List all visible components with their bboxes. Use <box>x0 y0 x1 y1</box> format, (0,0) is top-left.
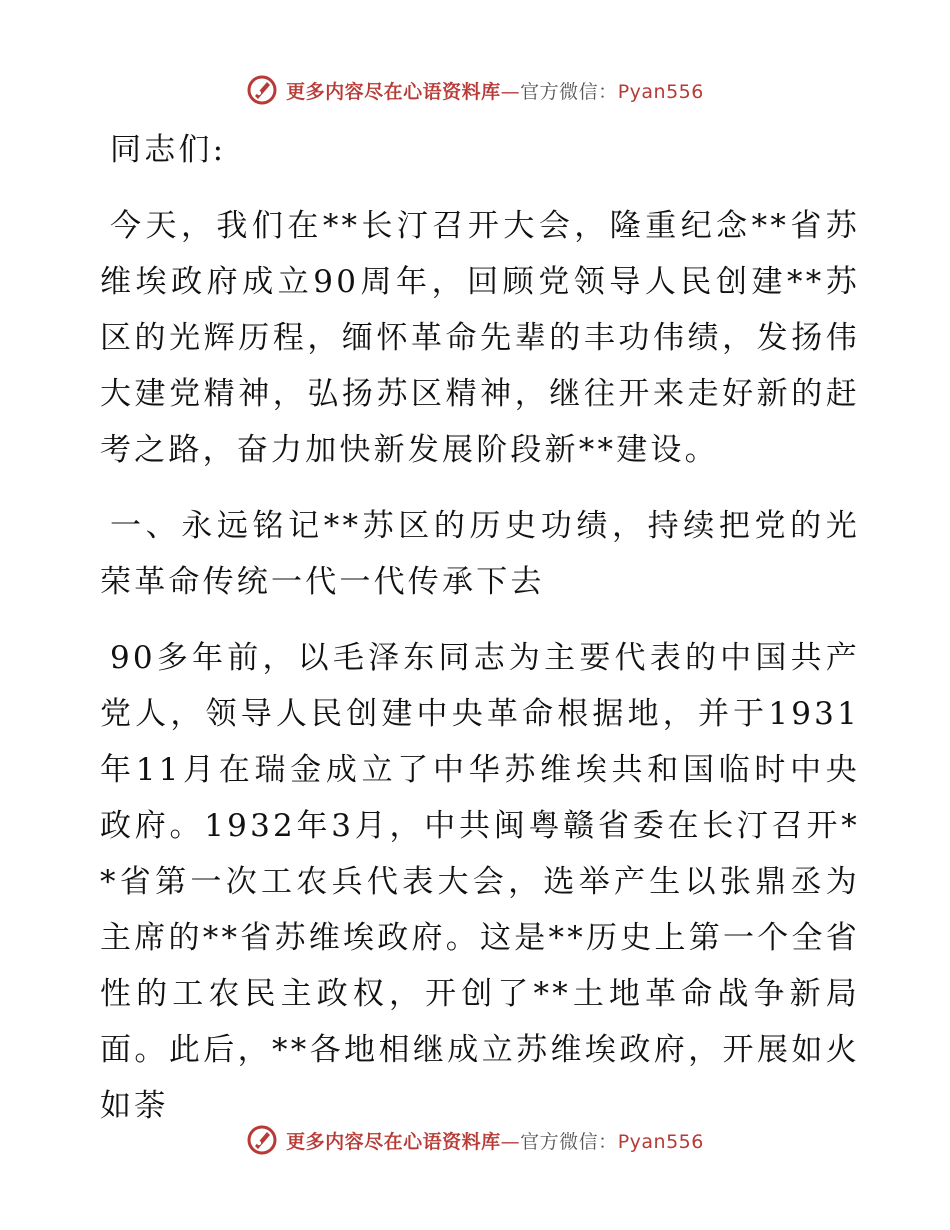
pen-logo-icon <box>246 74 278 106</box>
watermark-contact-id: Pyan556 <box>617 1130 704 1153</box>
section-heading: 一、永远铭记**苏区的历史功绩，持续把党的光荣革命传统一代一代传承下去 <box>100 508 860 600</box>
footer-watermark <box>0 1122 950 1158</box>
watermark-text <box>286 1127 704 1154</box>
salutation: 同志们: <box>110 132 227 168</box>
document-body <box>100 122 860 1154</box>
watermark-contact-id: Pyan556 <box>617 80 704 103</box>
watermark-text <box>286 77 704 104</box>
watermark-separator: — <box>500 1130 521 1153</box>
watermark-separator: — <box>500 80 521 103</box>
header-watermark <box>0 72 950 108</box>
watermark-site-name: 更多内容尽在心语资料库 <box>286 1130 501 1153</box>
watermark-site-name: 更多内容尽在心语资料库 <box>286 80 501 103</box>
watermark-contact-label: 官方微信： <box>520 1130 618 1153</box>
watermark-contact-label: 官方微信： <box>520 80 618 103</box>
pen-logo-icon <box>246 1124 278 1156</box>
paragraph-intro: 今天，我们在**长汀召开大会，隆重纪念**省苏维埃政府成立90周年，回顾党领导人民创建**苏区的光辉历程，缅怀革命先辈的丰功伟绩，发扬伟大建党精神，弘扬苏区精神，继往开来走好新的赶考之路，奋力加快新发展阶段新**建设。 <box>100 208 860 468</box>
paragraph-history: 90多年前，以毛泽东同志为主要代表的中国共产党人，领导人民创建中央革命根据地，并于1931年11月在瑞金成立了中华苏维埃共和国临时中央政府。1932年3月，中共闽粤赣省委在长汀召开**省第一次工农兵代表大会，选举产生以张鼎丞为主席的**省苏维埃政府。这是**历史上第一个全省性的工农民主政权，开创了**土地革命战争新局面。此后，**各地相继成立苏维埃政府，开展如火如荼 <box>100 640 860 1124</box>
